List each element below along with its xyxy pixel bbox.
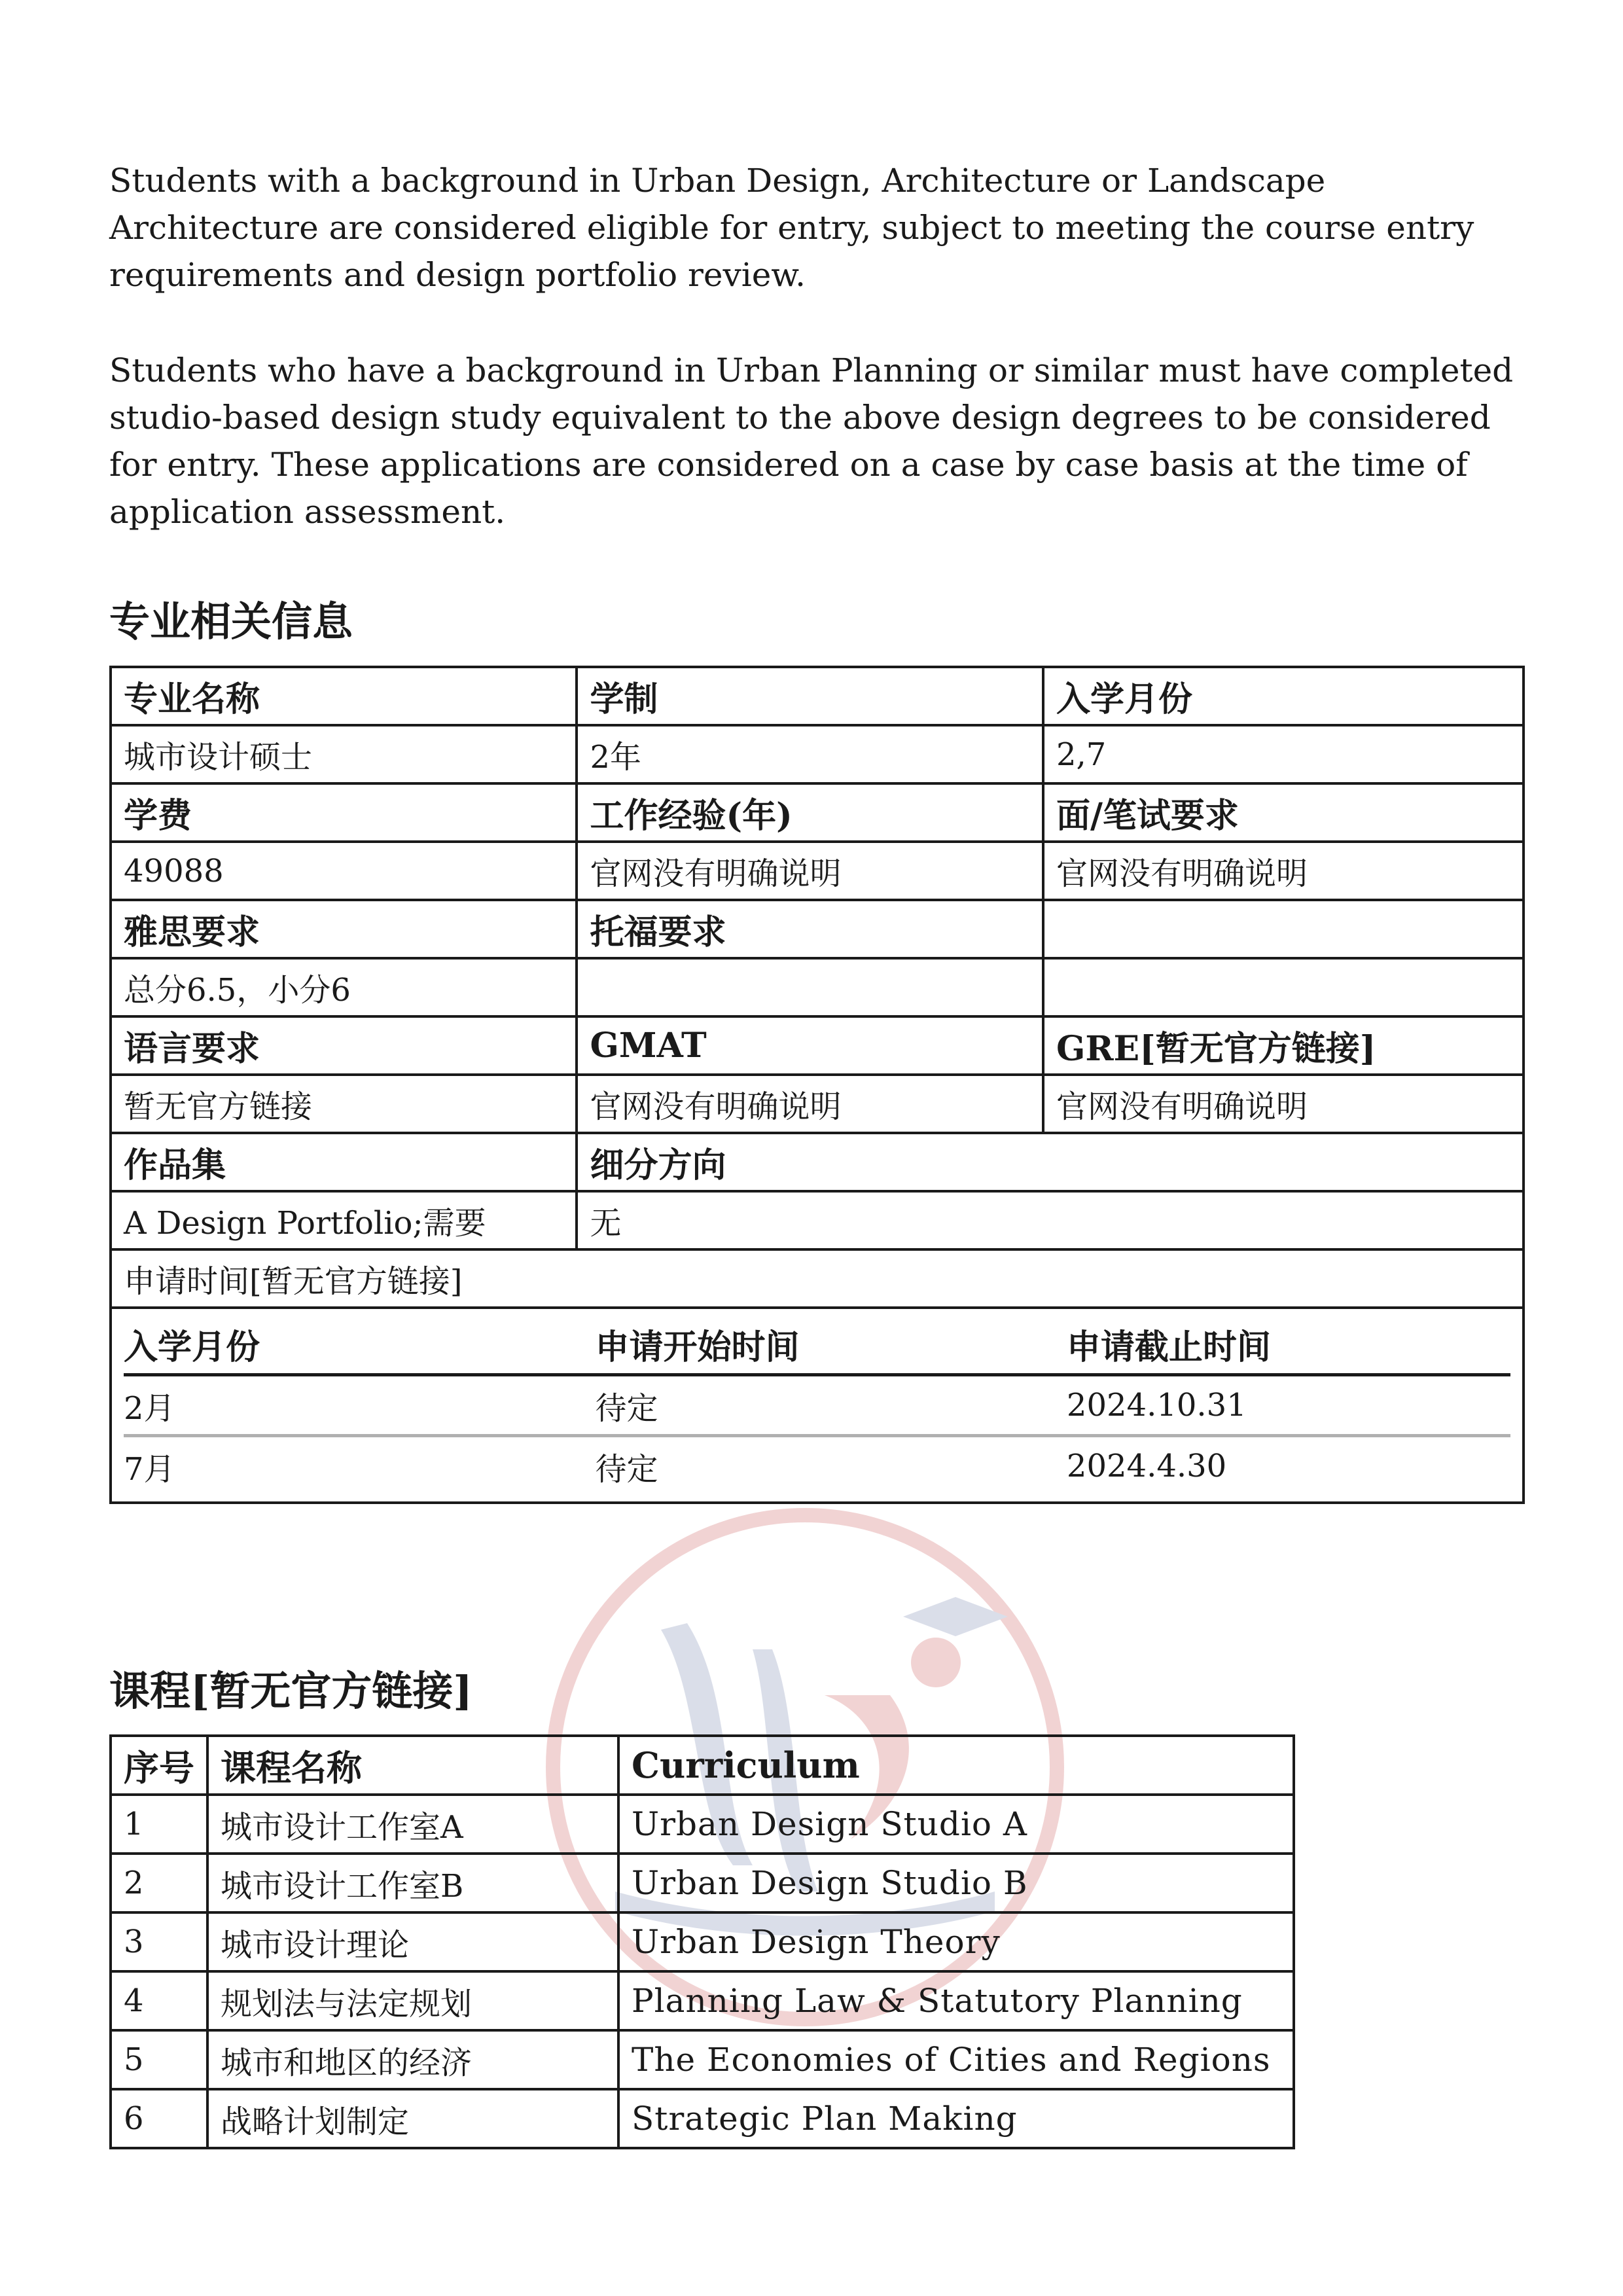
table-row: [111, 1971, 1294, 2030]
course-name-zh: 城市设计理论: [207, 1912, 618, 1971]
column-header: Curriculum: [618, 1736, 1294, 1795]
value-intake: 2,7: [1043, 725, 1524, 783]
table-cell: 2024.10.31: [1067, 1375, 1510, 1436]
label-application-time: 申请时间[暂无官方链接]: [111, 1249, 1524, 1308]
table-row: [111, 725, 1524, 783]
course-name-en: Urban Design Studio B: [618, 1854, 1294, 1912]
course-name-zh: 城市和地区的经济: [207, 2030, 618, 2089]
table-header-row: [124, 1314, 1510, 1375]
column-header: 申请截止时间: [1067, 1314, 1510, 1375]
course-name-en: Strategic Plan Making: [618, 2089, 1294, 2148]
value-portfolio: A Design Portfolio;需要: [111, 1191, 577, 1249]
value-ielts: 总分6.5，小分6: [111, 958, 577, 1016]
course-name-zh: 城市设计工作室A: [207, 1795, 618, 1854]
label-toefl: 托福要求: [577, 900, 1043, 958]
label-gre: GRE[暂无官方链接]: [1043, 1016, 1524, 1075]
course-number: 6: [111, 2089, 207, 2148]
value-gre: 官网没有明确说明: [1043, 1075, 1524, 1133]
table-row: [111, 783, 1524, 842]
value-work-experience: 官网没有明确说明: [577, 842, 1043, 900]
program-info-table: [109, 666, 1525, 1504]
empty-cell: [1043, 900, 1524, 958]
table-row: [111, 1308, 1524, 1503]
value-toefl: [577, 958, 1043, 1016]
course-name-zh: 城市设计工作室B: [207, 1854, 618, 1912]
column-header: 序号: [111, 1736, 207, 1795]
label-work-experience: 工作经验(年): [577, 783, 1043, 842]
label-language: 语言要求: [111, 1016, 577, 1075]
course-name-zh: 规划法与法定规划: [207, 1971, 618, 2030]
table-cell: 2月: [124, 1375, 595, 1436]
empty-cell: [1043, 958, 1524, 1016]
table-row: [124, 1436, 1510, 1496]
courses-table: [109, 1734, 1295, 2149]
table-cell: 待定: [595, 1450, 658, 1488]
section-title-courses: 课程[暂无官方链接]: [109, 1667, 473, 1715]
value-name: 城市设计硕士: [111, 725, 577, 783]
table-row: [111, 1191, 1524, 1249]
course-number: 3: [111, 1912, 207, 1971]
table-row: [111, 667, 1524, 725]
table-row: [111, 900, 1524, 958]
intro-paragraph-2: Students who have a background in Urban Planning or similar must have completed studio-based design study equivalent to the above design degrees to be considered for entry. These applications are considered on a case by case basis at the time of application assessment.: [109, 351, 1514, 531]
label-ielts: 雅思要求: [111, 900, 577, 958]
label-intake: 入学月份: [1043, 667, 1524, 725]
value-gmat: 官网没有明确说明: [577, 1075, 1043, 1133]
table-row: [111, 1133, 1524, 1191]
intro-paragraph-1: Students with a background in Urban Design, Architecture or Landscape Architecture are considered eligible for entry, subject to meeting the course entry requirements and design portfolio review.: [109, 162, 1474, 294]
table-row: [111, 958, 1524, 1016]
label-specialization: 细分方向: [577, 1133, 1524, 1191]
table-cell: 7月: [124, 1450, 175, 1488]
column-header: 课程名称: [207, 1736, 618, 1795]
application-dates-table: [124, 1314, 1510, 1495]
label-portfolio: 作品集: [111, 1133, 577, 1191]
table-header-row: [111, 1736, 1294, 1795]
table-row: [111, 1016, 1524, 1075]
application-table-cell: [111, 1308, 1524, 1503]
table-row: [111, 2030, 1294, 2089]
table-row: [124, 1375, 1510, 1436]
column-header: 申请开始时间: [595, 1314, 1066, 1375]
table-row: [111, 1854, 1294, 1912]
label-gmat: GMAT: [577, 1016, 1043, 1075]
table-row: [111, 1795, 1294, 1854]
course-number: 5: [111, 2030, 207, 2089]
course-name-zh: 战略计划制定: [207, 2089, 618, 2148]
value-language: 暂无官方链接: [111, 1075, 577, 1133]
table-row: [111, 1075, 1524, 1133]
label-duration: 学制: [577, 667, 1043, 725]
column-header: 入学月份: [124, 1314, 595, 1375]
course-name-en: Planning Law & Statutory Planning: [618, 1971, 1294, 2030]
course-name-en: The Economies of Cities and Regions: [618, 2030, 1294, 2089]
table-row: [111, 842, 1524, 900]
label-name: 专业名称: [111, 667, 577, 725]
table-row: [111, 1249, 1524, 1308]
value-specialization: 无: [577, 1191, 1524, 1249]
table-cell: 2024.4.30: [1066, 1448, 1227, 1484]
course-number: 1: [111, 1795, 207, 1854]
course-number: 2: [111, 1854, 207, 1912]
course-name-en: Urban Design Theory: [618, 1912, 1294, 1971]
course-name-en: Urban Design Studio A: [618, 1795, 1294, 1854]
table-row: [111, 1912, 1294, 1971]
table-cell: 待定: [595, 1375, 1066, 1436]
table-row: [111, 2089, 1294, 2148]
value-tuition: 49088: [111, 842, 577, 900]
label-tuition: 学费: [111, 783, 577, 842]
value-interview: 官网没有明确说明: [1043, 842, 1524, 900]
value-duration: 2年: [577, 725, 1043, 783]
course-number: 4: [111, 1971, 207, 2030]
section-title-program-info: 专业相关信息: [109, 598, 353, 645]
label-interview: 面/笔试要求: [1043, 783, 1524, 842]
